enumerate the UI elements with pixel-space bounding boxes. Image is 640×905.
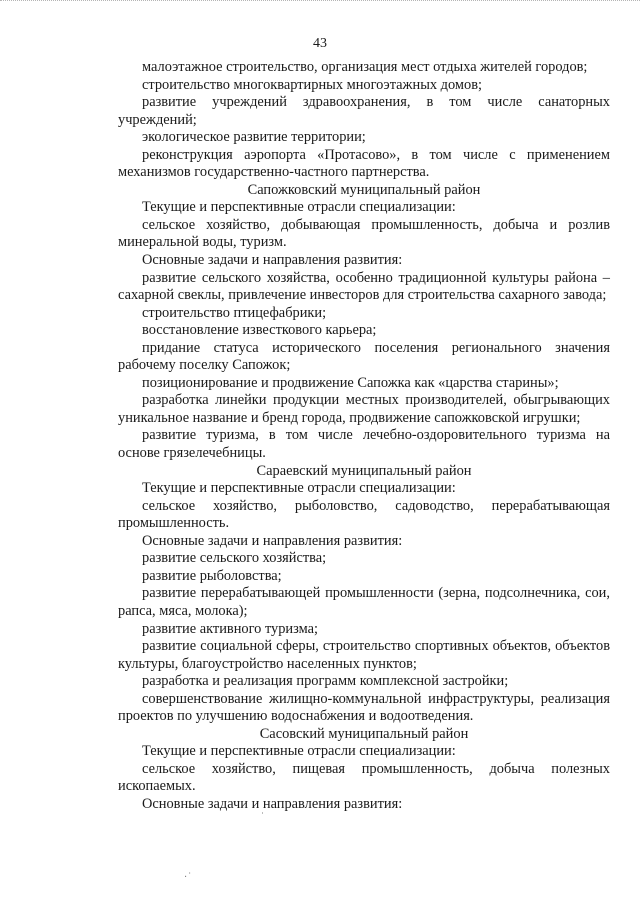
scan-speck: ·˙ (184, 872, 193, 883)
section-heading: Сапожковский муниципальный район (247, 181, 481, 198)
paragraph: развитие активного туризма; (142, 620, 319, 637)
paragraph: Текущие и перспективные отрасли специализации: (142, 199, 456, 216)
scan-speck: ˙ (260, 812, 265, 823)
paragraph: Текущие и перспективные отрасли специализации: (142, 480, 456, 497)
scan-edge-line (0, 0, 640, 9)
document-body (118, 59, 610, 814)
paragraph: строительство многоквартирных многоэтажных домов; (142, 76, 482, 93)
paragraph: придание статуса исторического поселения регионального значения рабочему поселку Сапожок; (118, 339, 610, 374)
paragraph: Основные задачи и направления развития: (142, 252, 403, 269)
paragraph: развитие учреждений здравоохранения, в том числе санаторных учреждений; (118, 94, 610, 128)
paragraph: разработка и реализация программ комплексной застройки; (142, 673, 509, 690)
section-heading: Сараевский муниципальный район (256, 462, 472, 479)
page-number: 43 (313, 36, 327, 51)
paragraph: совершенствование жилищно-коммунальной инфраструктуры, реализация проектов по улучшению водоснабжения и водоотведения. (118, 690, 610, 725)
paragraph: развитие рыболовства; (142, 567, 282, 584)
paragraph: сельское хозяйство, рыболовство, садоводство, перерабатывающая промышленность. (118, 497, 610, 532)
paragraph: Основные задачи и направления развития: (142, 532, 403, 549)
paragraph: развитие сельского хозяйства, особенно традиционной культуры района – сахарной свеклы, привлечение инвесторов для строительства сахарного завода; (118, 269, 610, 304)
paragraph: позиционирование и продвижение Сапожка как «царства старины»; (142, 374, 559, 391)
paragraph: развитие социальной сферы, строительство спортивных объектов, объектов культуры, благоустройство населенных пунктов; (118, 638, 610, 672)
paragraph: строительство птицефабрики; (142, 304, 327, 321)
section-heading: Сасовский муниципальный район (259, 725, 469, 742)
paragraph: разработка линейки продукции местных производителей, обыгрывающих уникальное название и бренд города, продвижение сапожковской игрушки; (118, 392, 610, 426)
paragraph: развитие сельского хозяйства; (142, 550, 327, 567)
paragraph: малоэтажное строительство, организация мест отдыха жителей городов; (142, 59, 588, 75)
paragraph: развитие перерабатывающей промышленности (зерна, подсолнечника, сои, рапса, мяса, молока); (118, 585, 610, 619)
paragraph: Основные задачи и направления развития: (142, 795, 403, 812)
paragraph: восстановление известкового карьера; (142, 322, 377, 339)
paragraph: сельское хозяйство, добывающая промышленность, добыча и розлив минеральной воды, туризм. (118, 216, 610, 251)
paragraph: развитие туризма, в том числе лечебно-оздоровительного туризма на основе грязелечебницы. (118, 427, 610, 462)
paragraph: реконструкция аэропорта «Протасово», в том числе с применением механизмов государственно-частного партнерства. (118, 146, 610, 181)
paragraph: экологическое развитие территории; (142, 129, 366, 146)
paragraph: Текущие и перспективные отрасли специализации: (142, 743, 456, 760)
paragraph: сельское хозяйство, пищевая промышленность, добыча полезных ископаемых. (118, 760, 610, 795)
